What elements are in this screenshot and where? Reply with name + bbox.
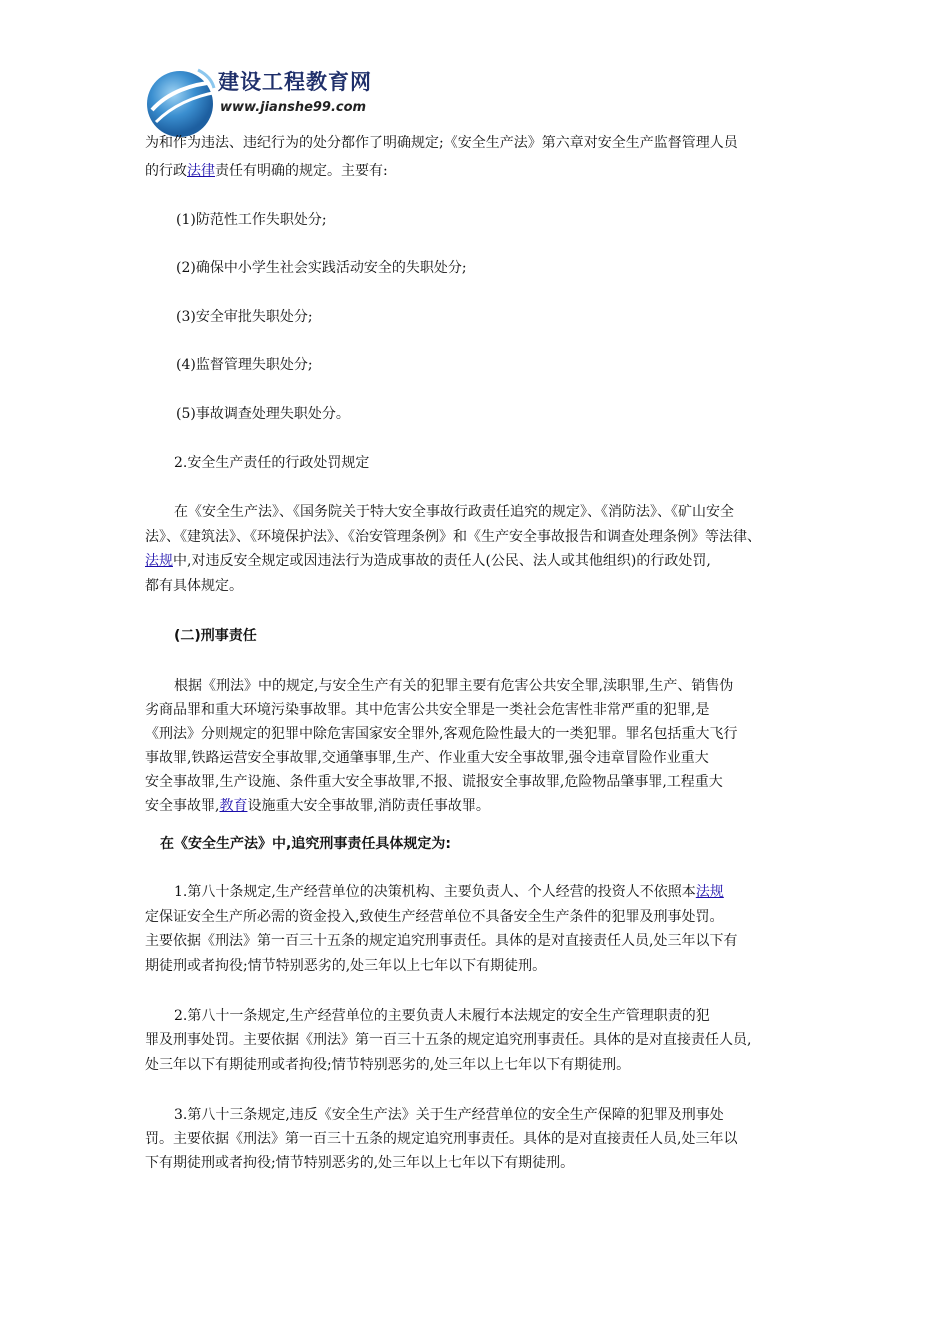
paragraph-line: 定保证安全生产所必需的资金投入,致使生产经营单位不具备安全生产条件的犯罪及刑事处罚。 [145, 909, 724, 925]
paragraph-line [145, 161, 388, 181]
text-span: 安全事故罪, [145, 798, 220, 814]
paragraph-line: 处三年以下有期徒刑或者拘役;情节特别恶劣的,处三年以上七年以下有期徒刑。 [145, 1057, 631, 1073]
paragraph-line: 主要依据《刑法》第一百三十五条的规定追究刑事责任。具体的是对直接责任人员,处三年以下有 [145, 933, 738, 949]
bold-heading: 在《安全生产法》中,追究刑事责任具体规定为: [160, 836, 451, 852]
paragraph-line: 3.第八十三条规定,违反《安全生产法》关于生产经营单位的安全生产保障的犯罪及刑事处 [174, 1107, 724, 1123]
education-link[interactable]: 教育 [219, 798, 248, 814]
paragraph-line: 2.第八十一条规定,生产经营单位的主要负责人未履行本法规定的安全生产管理职责的犯 [174, 1008, 710, 1024]
paragraph-line: 《刑法》分则规定的犯罪中除危害国家安全罪外,客观危险性最大的一类犯罪。罪名包括重大飞行 [145, 726, 738, 742]
list-item: (2)确保中小学生社会实践活动安全的失职处分; [176, 260, 467, 276]
list-item: (4)监督管理失职处分; [176, 357, 313, 373]
paragraph-line: 安全事故罪,生产设施、条件重大安全事故罪,不报、谎报安全事故罪,危险物品肇事罪,工程重大 [145, 774, 723, 790]
paragraph-line: 罪及刑事处罚。主要依据《刑法》第一百三十五条的规定追究刑事责任。具体的是对直接责任人员, [145, 1032, 752, 1048]
regulation-link[interactable]: 法规 [695, 884, 724, 900]
paragraph-line: 法》、《建筑法》、《环境保护法》、《治安管理条例》和《生产安全事故报告和调查处理条例》等法律、 [145, 529, 761, 545]
text-span: 责任有明确的规定。主要有: [215, 163, 388, 179]
paragraph-line: 为和作为违法、违纪行为的处分都作了明确规定;《安全生产法》第六章对安全生产监督管理人员 [145, 135, 738, 151]
logo-title: 建设工程教育网 [218, 70, 372, 94]
paragraph-line: 根据《刑法》中的规定,与安全生产有关的犯罪主要有危害公共安全罪,渎职罪,生产、销售伪 [174, 678, 734, 694]
list-item: (3)安全审批失职处分; [176, 309, 313, 325]
list-item: (1)防范性工作失职处分; [176, 212, 327, 228]
text-span: 设施重大安全事故罪,消防责任事故罪。 [247, 798, 490, 814]
paragraph-line: 都有具体规定。 [145, 578, 243, 594]
paragraph-line [145, 796, 490, 816]
regulation-link[interactable]: 法规 [145, 553, 173, 569]
logo-url: www.jianshe99.com [220, 100, 367, 115]
paragraph-line: 期徒刑或者拘役;情节特别恶劣的,处三年以上七年以下有期徒刑。 [145, 958, 547, 974]
paragraph-line: 在《安全生产法》、《国务院关于特大安全事故行政责任追究的规定》、《消防法》、《矿山安全 [174, 504, 734, 520]
paragraph-line: 罚。主要依据《刑法》第一百三十五条的规定追究刑事责任。具体的是对直接责任人员,处三年以 [145, 1131, 738, 1147]
text-span: 中,对违反安全规定或因违法行为造成事故的责任人(公民、法人或其他组织)的行政处罚, [173, 553, 711, 569]
paragraph-line: 下有期徒刑或者拘役;情节特别恶劣的,处三年以上七年以下有期徒刑。 [145, 1155, 575, 1171]
paragraph-line: 劣商品罪和重大环境污染事故罪。其中危害公共安全罪是一类社会危害性非常严重的犯罪,是 [145, 702, 710, 718]
text-span: 1.第八十条规定,生产经营单位的决策机构、主要负责人、个人经营的投资人不依照本 [174, 884, 696, 900]
law-link[interactable]: 法律 [187, 163, 215, 179]
section-heading: 2.安全生产责任的行政处罚规定 [174, 455, 370, 471]
globe-logo-icon [140, 62, 220, 138]
text-span: 的行政 [145, 163, 187, 179]
paragraph-line [174, 882, 724, 902]
paragraph-line [145, 551, 711, 571]
section-heading-criminal: (二)刑事责任 [174, 628, 257, 644]
list-item: (5)事故调查处理失职处分。 [176, 406, 350, 422]
paragraph-line: 事故罪,铁路运营安全事故罪,交通肇事罪,生产、作业重大安全事故罪,强令违章冒险作业重大 [145, 750, 709, 766]
site-logo [140, 62, 370, 138]
